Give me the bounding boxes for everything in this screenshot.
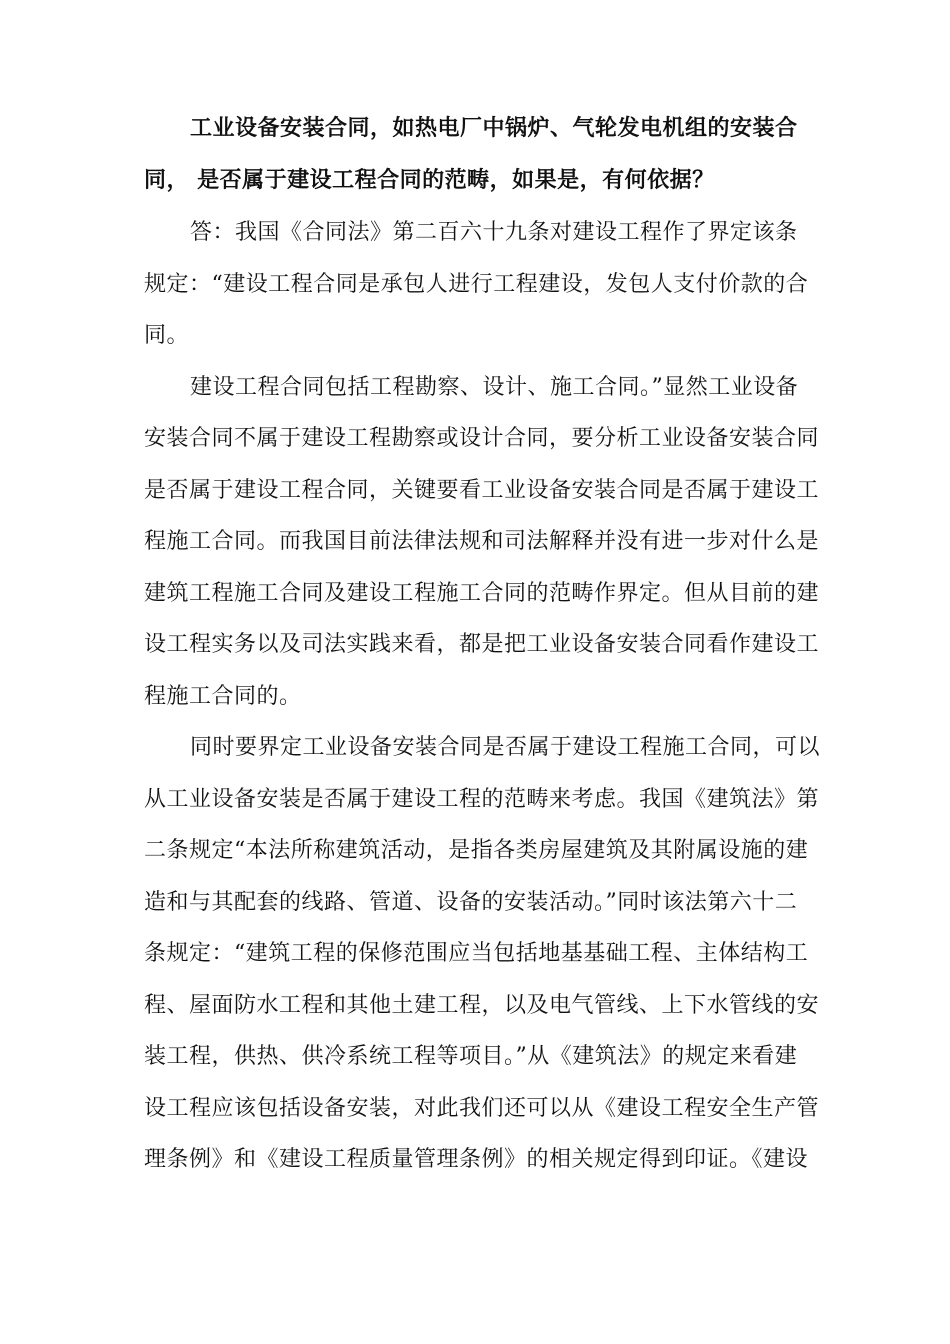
answer-line: 二条规定“本法所称建筑活动，是指各类房屋建筑及其附属设施的建 xyxy=(144,838,809,863)
answer-line: 程施工合同的。 xyxy=(144,683,302,709)
answer-line: 规定：“建设工程合同是承包人进行工程建设，发包人支付价款的合 xyxy=(144,271,809,297)
answer-line: 条规定：“建筑工程的保修范围应当包括地基基础工程、主体结构工 xyxy=(144,941,809,966)
answer-line: 从工业设备安装是否属于建设工程的范畴来考虑。我国《建筑法》第 xyxy=(144,786,820,812)
question-line-1: 工业设备安装合同，如热电厂中锅炉、气轮发电机组的安装合 xyxy=(190,115,798,141)
answer-line: 装工程，供热、供冷系统工程等项目。”从《建筑法》的规定来看建 xyxy=(144,1044,798,1069)
answer-line: 造和与其配套的线路、管道、设备的安装活动。”同时该法第六十二 xyxy=(144,889,798,915)
answer-body xyxy=(144,207,820,1186)
question-heading xyxy=(144,103,820,206)
answer-line: 设工程实务以及司法实践来看，都是把工业设备安装合同看作建设工 xyxy=(144,632,820,657)
answer-line: 建设工程合同包括工程勘察、设计、施工合同。”显然工业设备 xyxy=(190,374,799,400)
answer-line: 同时要界定工业设备安装合同是否属于建设工程施工合同，可以 xyxy=(190,735,821,760)
answer-line: 同。 xyxy=(144,323,190,348)
answer-line: 安装合同不属于建设工程勘察或设计合同，要分析工业设备安装合同 xyxy=(144,426,820,451)
answer-line: 程施工合同。而我国目前法律法规和司法解释并没有进一步对什么是 xyxy=(144,529,820,554)
answer-line: 理条例》和《建设工程质量管理条例》的相关规定得到印证。《建设 xyxy=(144,1147,809,1172)
answer-line: 程、屋面防水工程和其他土建工程，以及电气管线、上下水管线的安 xyxy=(144,992,820,1018)
question-line-2: 同， 是否属于建设工程合同的范畴，如果是，有何依据？ xyxy=(144,166,715,193)
answer-line: 答：我国《合同法》第二百六十九条对建设工程作了界定该条 xyxy=(190,220,798,245)
answer-line: 建筑工程施工合同及建设工程施工合同的范畴作界定。但从目前的建 xyxy=(144,580,820,606)
answer-line: 设工程应该包括设备安装，对此我们还可以从《建设工程安全生产管 xyxy=(144,1095,820,1121)
answer-line: 是否属于建设工程合同，关键要看工业设备安装合同是否属于建设工 xyxy=(144,477,820,503)
